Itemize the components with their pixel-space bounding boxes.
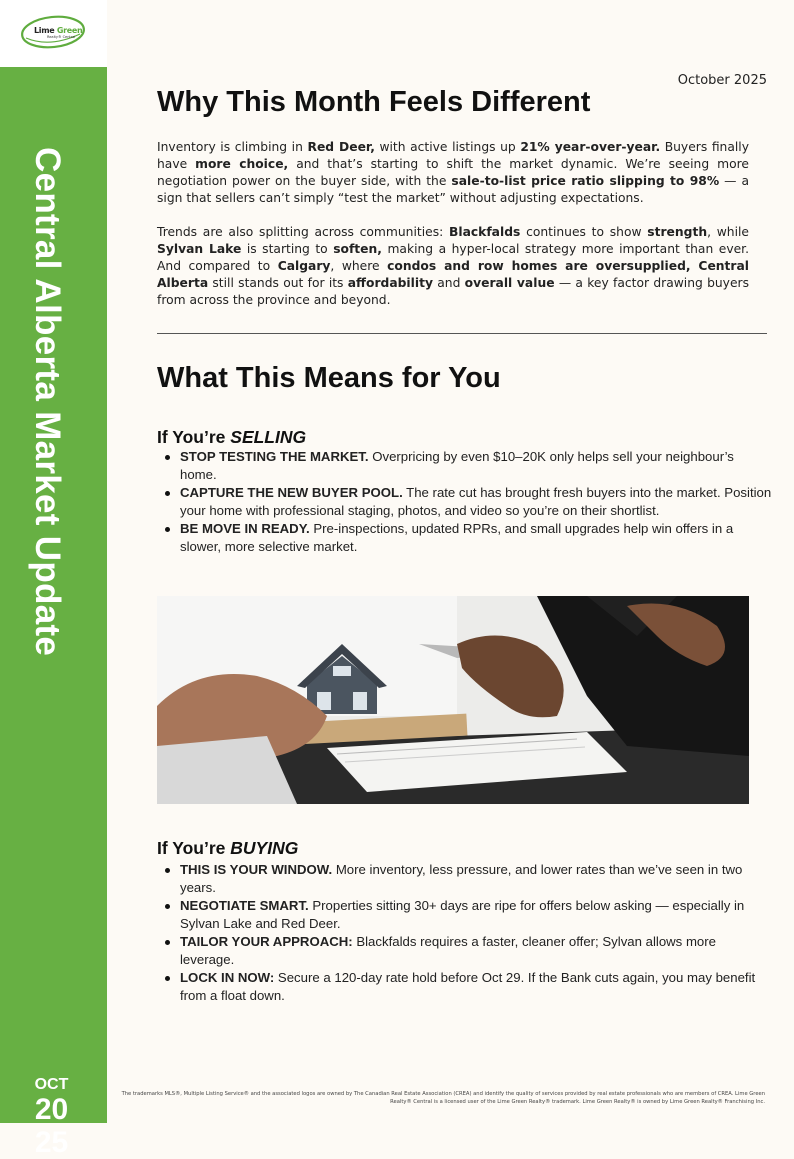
list-item-text: Overpricing by even $10–20K only helps sell your neighbour’s home.	[180, 449, 734, 482]
section-title-why: Why This Month Feels Different	[157, 86, 591, 118]
list-item-text: Properties sitting 30+ days are ripe for offers below asking — especially in Sylvan Lake and Red Deer.	[180, 898, 745, 931]
bold-text: 21% year-over-year.	[520, 140, 661, 154]
list-item	[180, 933, 772, 969]
list-item	[180, 448, 772, 484]
paragraph-trends	[157, 224, 749, 309]
bold-text: soften,	[333, 242, 382, 256]
bold-text: Calgary	[277, 259, 331, 273]
paragraph-inventory	[157, 139, 749, 207]
section-title-what: What This Means for You	[157, 362, 501, 394]
text-run: is starting to	[241, 242, 334, 256]
sidebar-year-line2: 25	[34, 1126, 69, 1159]
selling-list	[157, 448, 772, 556]
text-run: Trends are also splitting across communities:	[157, 225, 449, 239]
selling-heading: If You’re SELLING	[157, 427, 307, 447]
text-run: continues to show	[520, 225, 648, 239]
list-item-lead: NEGOTIATE SMART.	[180, 898, 309, 913]
sidebar-title: Central Alberta Market Update	[28, 147, 67, 657]
buying-list	[157, 861, 772, 1005]
bold-text: Red Deer,	[307, 140, 375, 154]
list-item-lead: LOCK IN NOW:	[180, 970, 275, 985]
footer-disclaimer: The trademarks MLS®, Multiple Listing Service® and the associated logos are owned by The Canadian Real Estate Association (CREA) and identify the quality of services provided by real estate professionals who are members of CREA. Lime Green Realty® Central is a licensed user of the Lime Green Realty® trademark. Lime Green Realty® is owned by Lime Green Realty® Franchising Inc.	[121, 1091, 765, 1105]
list-item	[180, 969, 772, 1005]
list-item-text: Secure a 120-day rate hold before Oct 29. If the Bank cuts again, you may benefit from a float down.	[180, 970, 756, 1003]
bold-text: affordability	[347, 276, 433, 290]
list-item	[180, 897, 772, 933]
list-item	[180, 520, 772, 556]
list-item-text: Blackfalds requires a faster, cleaner offer; Sylvan allows more leverage.	[180, 934, 716, 967]
sidebar-month: OCT	[34, 1076, 69, 1093]
text-run: and	[432, 276, 465, 290]
list-item-lead: STOP TESTING THE MARKET.	[180, 449, 369, 464]
logo-wordmark: Lime Green	[34, 26, 83, 35]
text-run: , while	[707, 225, 749, 239]
text-run: with active listings up	[374, 140, 521, 154]
text-run: — a key factor drawing buyers from across the province and beyond.	[157, 276, 749, 307]
logo-tagline: Realty® Central	[47, 35, 76, 39]
list-item	[180, 484, 772, 520]
text-run: Buyers finally have	[157, 140, 749, 171]
text-run: , where	[330, 259, 388, 273]
text-run: — a sign that sellers can’t simply “test the market” without adjusting expectations.	[157, 174, 749, 205]
list-item-lead: THIS IS YOUR WINDOW.	[180, 862, 333, 877]
list-item-lead: TAILOR YOUR APPROACH:	[180, 934, 353, 949]
bold-text: more choice,	[195, 157, 289, 171]
bold-text: Sylvan Lake	[157, 242, 242, 256]
divider	[157, 333, 767, 334]
bold-text: strength	[647, 225, 708, 239]
buying-heading: If You’re BUYING	[157, 838, 299, 858]
sidebar-band	[0, 67, 107, 1159]
bold-text: sale-to-list price ratio slipping to 98%	[451, 174, 720, 188]
list-item-text: Pre-inspections, updated RPRs, and small upgrades help win offers in a slower, more selective market.	[180, 521, 734, 554]
list-item-lead: BE MOVE IN READY.	[180, 521, 310, 536]
text-run: Inventory is climbing in	[157, 140, 308, 154]
list-item-lead: CAPTURE THE NEW BUYER POOL.	[180, 485, 403, 500]
text-run: still stands out for its	[208, 276, 348, 290]
logo-area	[0, 0, 107, 67]
brand-logo	[20, 14, 86, 50]
issue-date: October 2025	[677, 73, 767, 88]
text-run: making a hyper-local strategy more important than ever. And compared to	[157, 242, 750, 273]
list-item-text: The rate cut has brought fresh buyers into the market. Position your home with professional staging, photos, and video so you’re on their shortlist.	[180, 485, 772, 518]
bold-text: overall value	[464, 276, 555, 290]
sidebar-year-line1: 20	[34, 1093, 69, 1126]
list-item-text: More inventory, less pressure, and lower rates than we’ve seen in two years.	[180, 862, 743, 895]
text-run: and that’s starting to shift the market dynamic. We’re seeing more negotiation power on the buyer side, with the	[157, 157, 749, 188]
bold-text: condos and row homes are oversupplied, Central Alberta	[157, 259, 750, 290]
bold-text: Blackfalds	[448, 225, 521, 239]
handshake-house-photo	[157, 596, 749, 804]
list-item	[180, 861, 772, 897]
